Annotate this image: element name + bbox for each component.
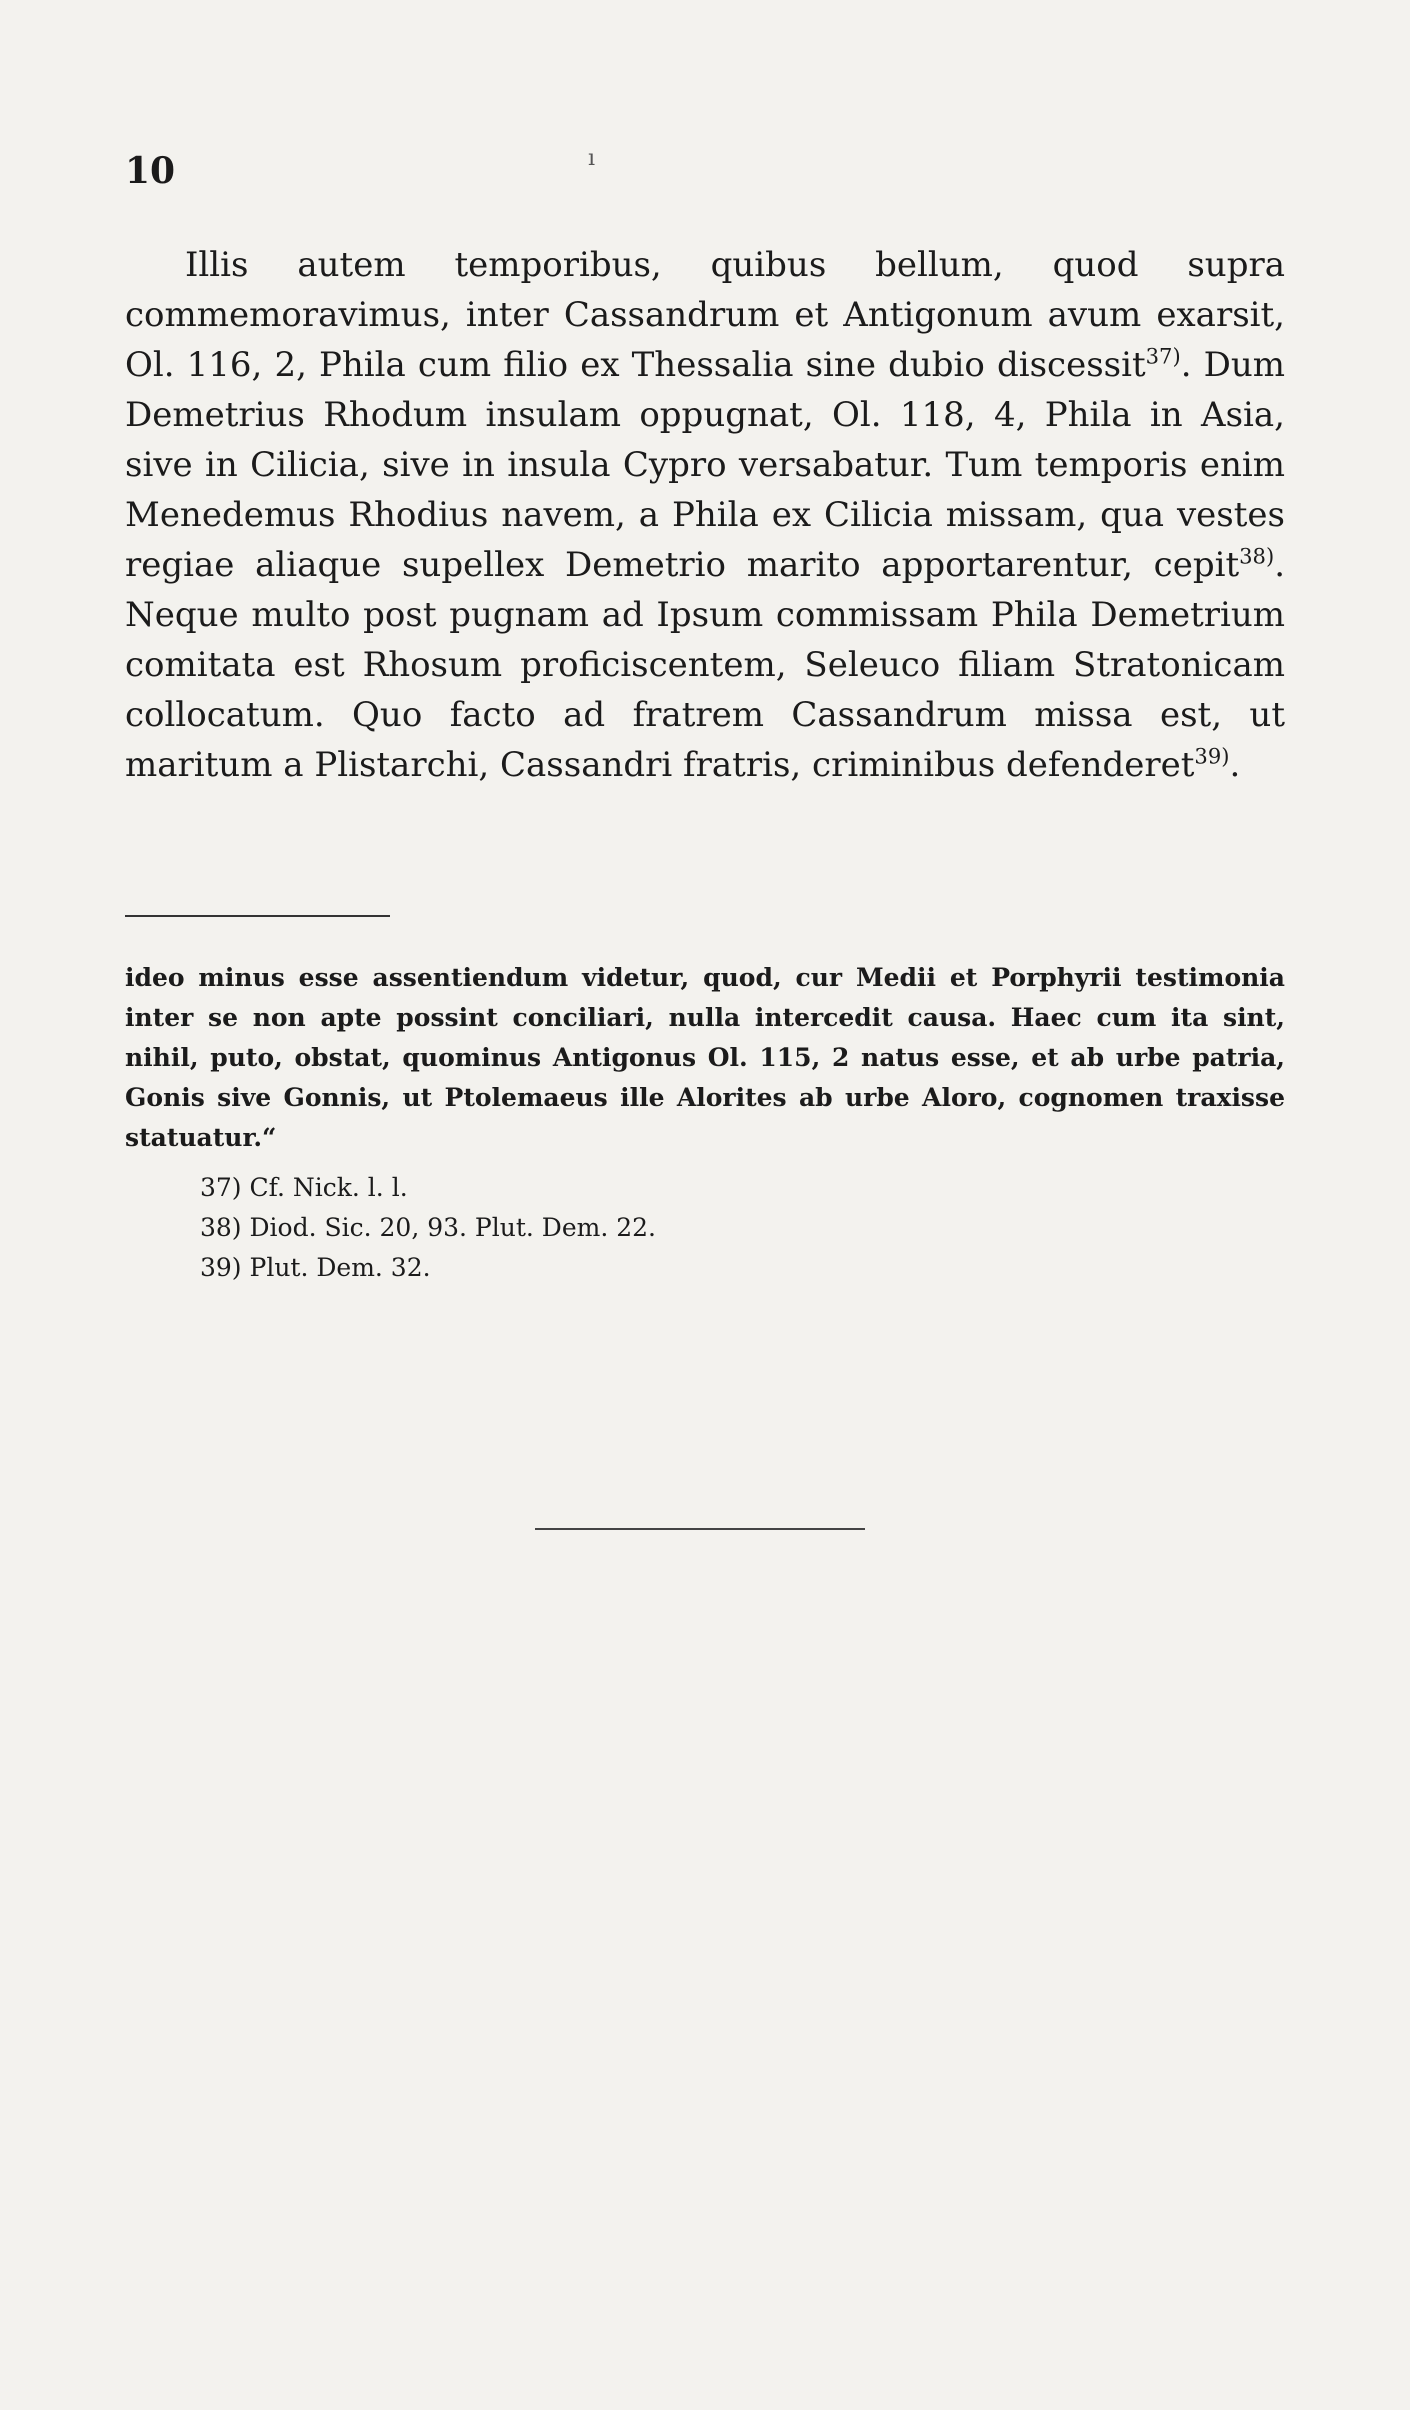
main-text-part-2: . Dum Demetrius Rhodum insulam oppugnat, Ol. 118, 4, Phila in Asia, sive in Cilicia, sive in insula Cypro versabatur. Tum temporis enim Menedemus Rhodius navem, a Phila ex Cilicia missam, qua vestes regiae aliaque supellex Demetrio marito apportarentur, cepit xyxy=(125,345,1286,585)
main-text-part-1: Illis autem temporibus, quibus bellum, quod supra commemoravimus, inter Cassandrum et Antigonum avum exarsit, Ol. 116, 2, Phila cum filio ex Thessalia sine dubio discessit xyxy=(125,245,1285,385)
top-mark: ı xyxy=(588,146,596,171)
main-paragraph xyxy=(125,240,1285,790)
footnote-ref-39: 39) xyxy=(1194,743,1230,769)
footnote-ref-38: 38) xyxy=(1239,543,1275,569)
footnote-38: 38) Diod. Sic. 20, 93. Plut. Dem. 22. xyxy=(200,1213,656,1242)
main-text-part-4: . xyxy=(1229,745,1241,785)
page-number: 10 xyxy=(125,150,176,192)
footnote-ref-37: 37) xyxy=(1145,343,1181,369)
footnote-37: 37) Cf. Nick. l. l. xyxy=(200,1173,408,1202)
footnote-39: 39) Plut. Dem. 32. xyxy=(200,1253,431,1282)
footnote-list xyxy=(200,1168,656,1288)
footnote-separator xyxy=(125,915,390,917)
footnote-continuation: ideo minus esse assentiendum videtur, quod, cur Medii et Porphyrii testimonia inter se non apte possint conciliari, nulla intercedit causa. Haec cum ita sint, nihil, puto, obstat, quominus Antigonus Ol. 115, 2 natus esse, et ab urbe patria, Gonis sive Gonnis, ut Ptolemaeus ille Alorites ab urbe Aloro, cognomen traxisse statuatur.“ xyxy=(125,963,1285,1152)
end-rule xyxy=(535,1528,865,1530)
main-text-part-3: . Neque multo post pugnam ad Ipsum commissam Phila Demetrium comitata est Rhosum proficiscentem, Seleuco filiam Stratonicam collocatum. Quo facto ad fratrem Cassandrum missa est, ut maritum a Plistarchi, Cassandri fratris, criminibus defenderet xyxy=(125,545,1285,785)
